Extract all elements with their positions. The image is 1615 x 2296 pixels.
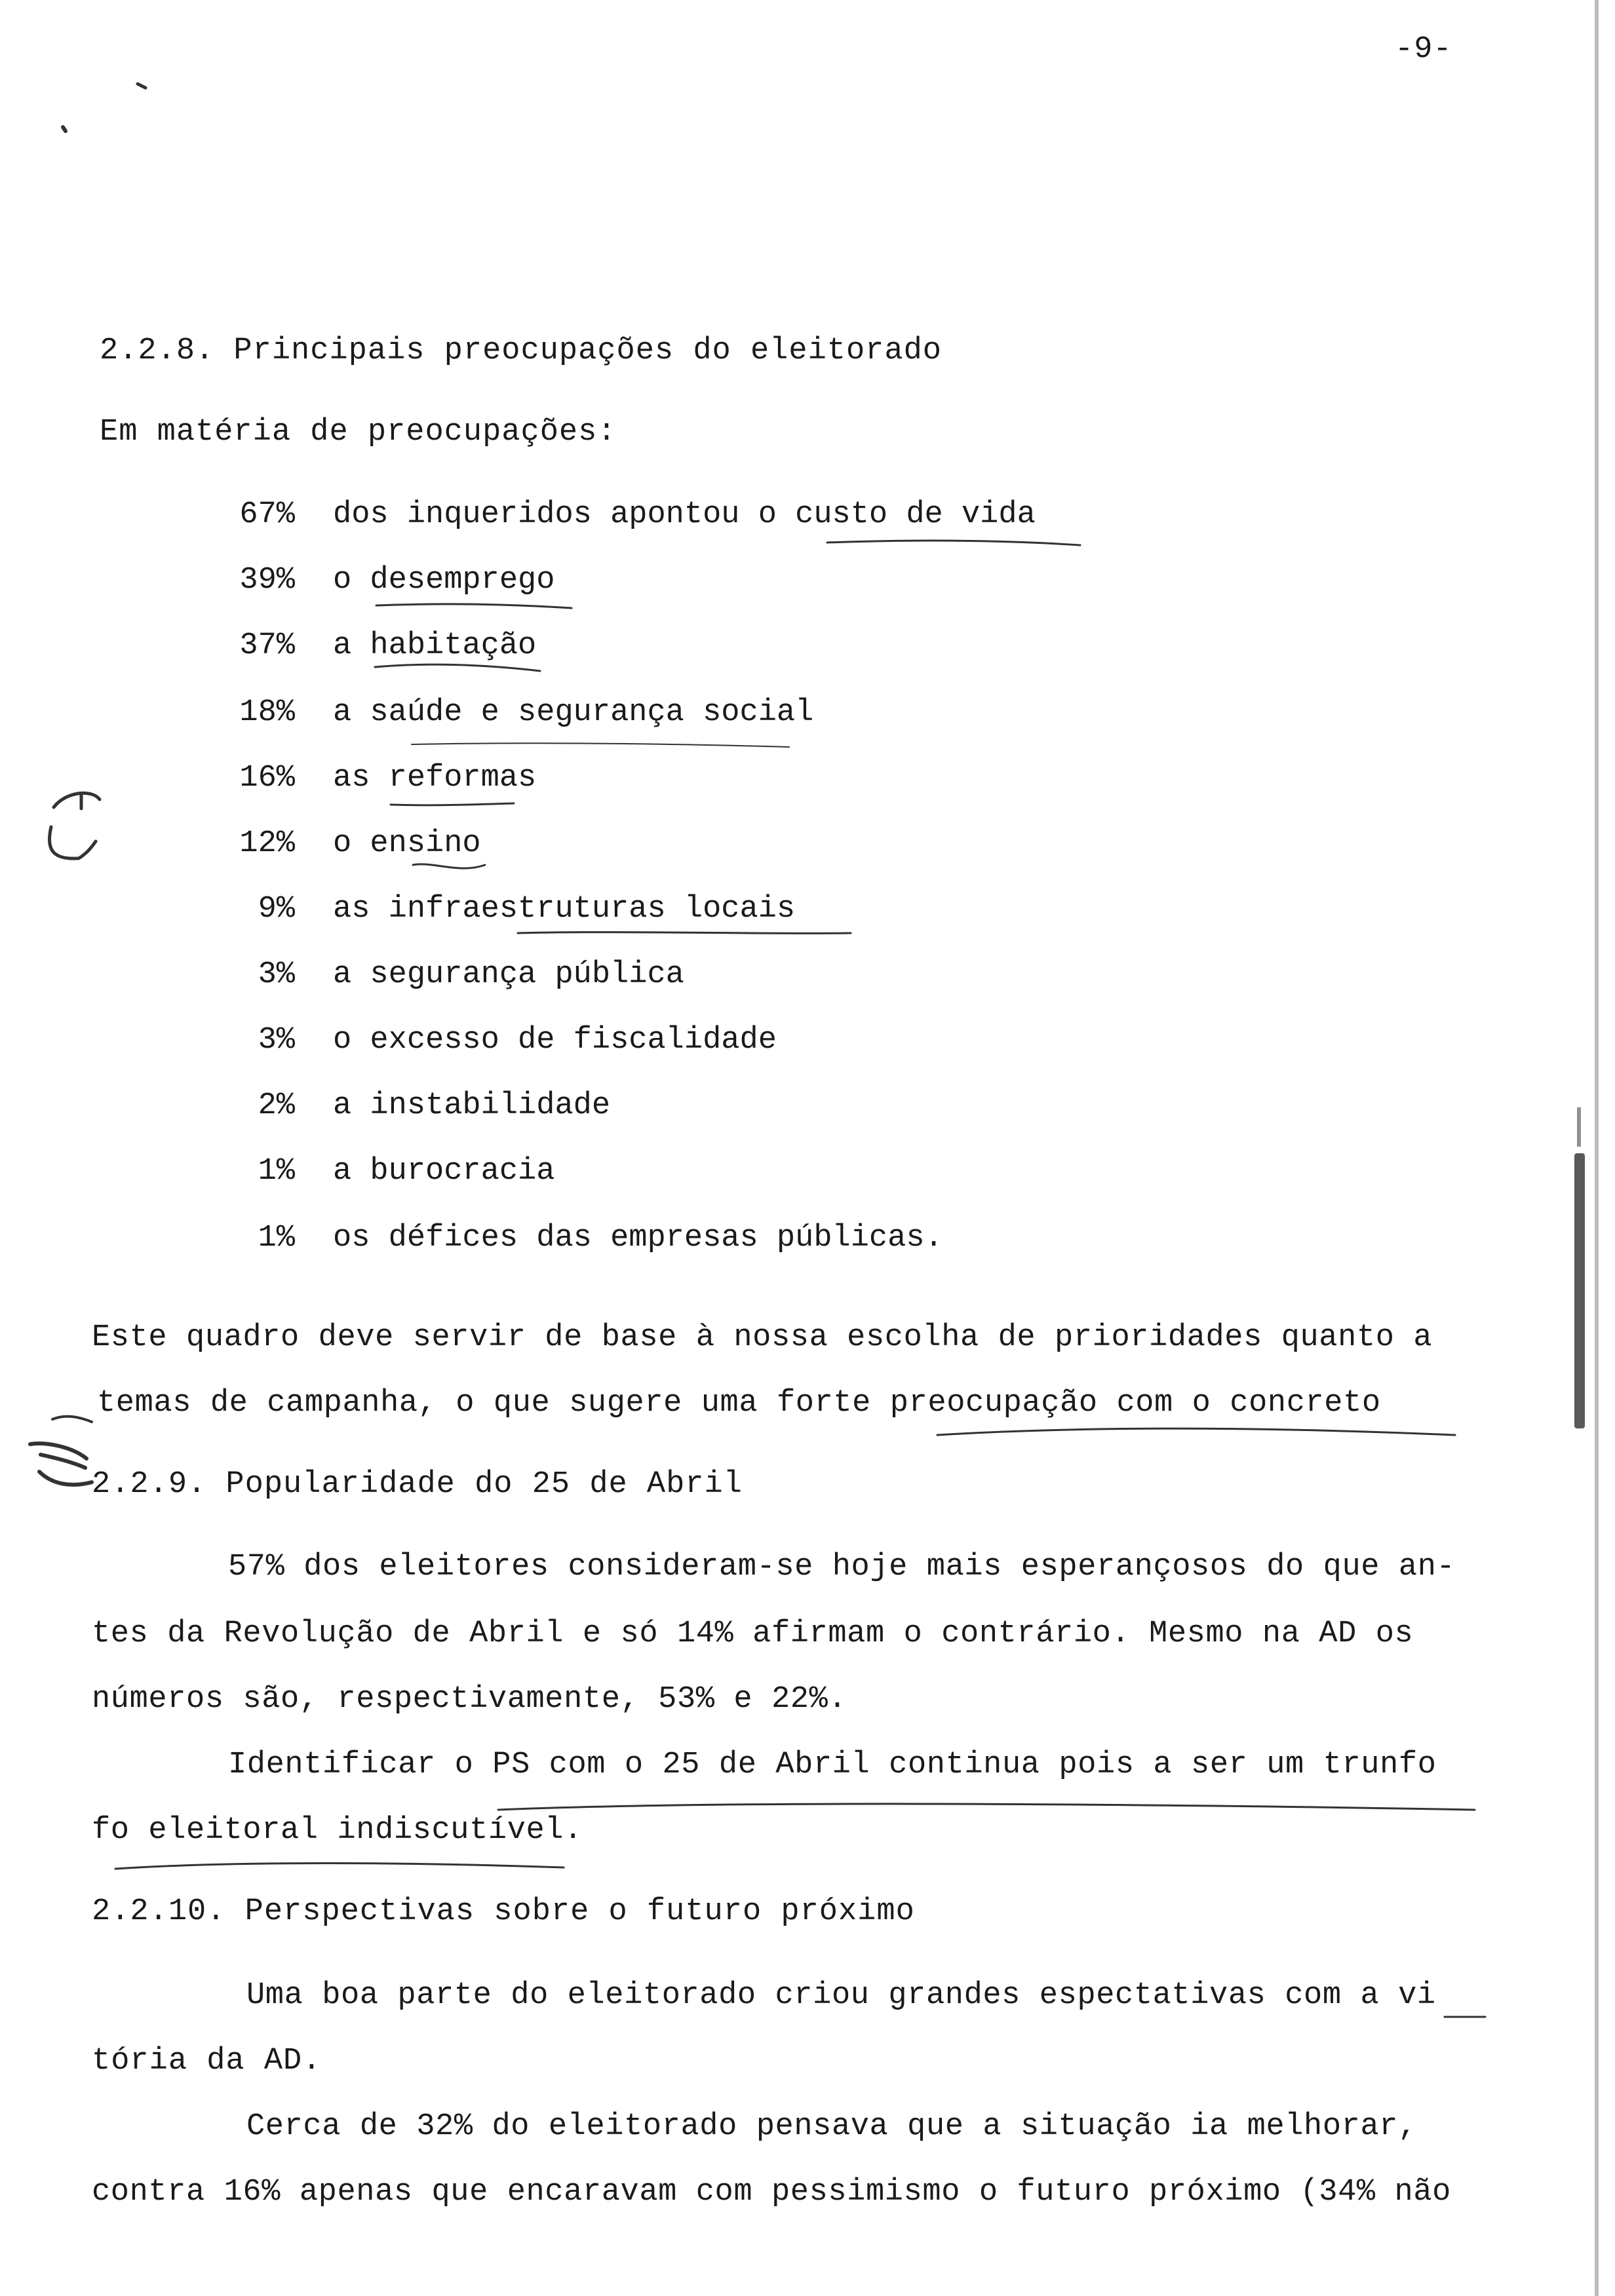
item-text: o excesso de fiscalidade [333, 1023, 777, 1058]
underline-mark [413, 864, 485, 868]
conclusion-line-1: Este quadro deve servir de base à nossa escolha de prioridades quanto a [92, 1320, 1433, 1355]
page-number: -9- [1395, 32, 1452, 67]
paragraph-line: Uma boa parte do eleitorado criou grandes espectativas com a vi [246, 1978, 1436, 2013]
paragraph-line: tória da AD. [92, 2044, 322, 2078]
item-text: o desemprego [333, 563, 555, 598]
item-percent: 3% [258, 1023, 295, 1058]
item-percent: 1% [258, 1221, 295, 1255]
margin-mark [49, 793, 100, 858]
item-text: a burocracia [333, 1154, 555, 1189]
paragraph-line: Cerca de 32% do eleitorado pensava que a situação ia melhorar, [246, 2109, 1417, 2144]
underline-mark [498, 1804, 1475, 1810]
item-text: os défices das empresas públicas. [333, 1221, 943, 1255]
paragraph-line: tes da Revolução de Abril e só 14% afirmam o contrário. Mesmo na AD os [92, 1617, 1414, 1651]
item-text: a saúde e segurança social [333, 695, 814, 730]
underline-mark [518, 932, 851, 934]
underline-mark [391, 803, 514, 805]
speck-mark [138, 84, 146, 88]
underline-mark [937, 1428, 1455, 1435]
item-text: o ensino [333, 826, 481, 861]
item-text: a habitação [333, 628, 537, 663]
item-percent: 16% [239, 761, 295, 795]
margin-mark [52, 1417, 92, 1422]
item-percent: 39% [239, 563, 295, 598]
item-percent: 3% [258, 957, 295, 992]
section-heading-2-2-8: 2.2.8. Principais preocupações do eleitorado [100, 334, 943, 368]
section-heading-2-2-9: 2.2.9. Popularidade do 25 de Abril [92, 1467, 743, 1502]
paragraph-line: 57% dos eleitores consideram-se hoje mais esperançosos do que an- [228, 1550, 1456, 1584]
item-percent: 12% [239, 826, 295, 861]
item-percent: 18% [239, 695, 295, 730]
item-percent: 2% [258, 1088, 295, 1123]
item-text: as reformas [333, 761, 537, 795]
scan-dark-band [1574, 1153, 1585, 1428]
paragraph-line: fo eleitoral indiscutível. [92, 1813, 583, 1848]
item-percent: 1% [258, 1154, 295, 1189]
underline-mark [376, 604, 572, 608]
underline-mark [412, 743, 789, 747]
intro-line: Em matéria de preocupações: [100, 415, 617, 450]
section-heading-2-2-10: 2.2.10. Perspectivas sobre o futuro próximo [92, 1894, 915, 1929]
underline-mark [115, 1864, 564, 1869]
underline-mark [827, 541, 1080, 545]
conclusion-line-2: temas de campanha, o que sugere uma forte preocupação com o concreto [97, 1386, 1381, 1421]
item-percent: 37% [239, 628, 295, 663]
item-percent: 67% [239, 497, 295, 532]
scan-dark-band [1577, 1107, 1581, 1147]
item-text: dos inqueridos apontou o custo de vida [333, 497, 1036, 532]
paragraph-line: contra 16% apenas que encaravam com pessimismo o futuro próximo (34% não [92, 2175, 1451, 2210]
margin-mark [30, 1444, 92, 1485]
paragraph-line: Identificar o PS com o 25 de Abril continua pois a ser um trunfo [228, 1748, 1437, 1782]
paragraph-line: números são, respectivamente, 53% e 22%. [92, 1682, 847, 1717]
item-text: as infraestruturas locais [333, 892, 796, 927]
item-text: a instabilidade [333, 1088, 611, 1123]
item-text: a segurança pública [333, 957, 684, 992]
speck-mark [63, 127, 66, 131]
item-percent: 9% [258, 892, 295, 927]
